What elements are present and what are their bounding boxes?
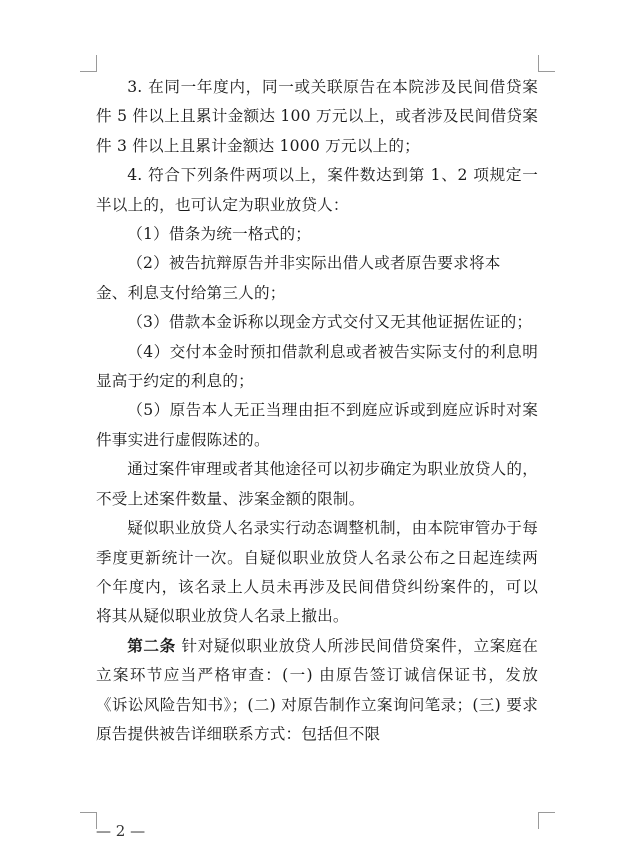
article-two-text: 针对疑似职业放贷人所涉民间借贷案件，立案庭在立案环节应当严格审查：(一) 由原告签订诚信保证书，发放《诉讼风险告知书》；(二) 对原告制作立案询问笔录；(三) 要求原告提供被告详细联系方式：包括但不限 <box>96 636 538 743</box>
crop-mark-top-right <box>538 55 555 72</box>
condition-3: （3）借款本金诉称以现金方式交付又无其他证据佐证的； <box>127 313 533 332</box>
crop-mark-top-left <box>80 55 97 72</box>
crop-mark-bottom-right <box>538 812 555 829</box>
paragraph-item-4: 4. 符合下列条件两项以上，案件数达到第 1、2 项规定一半以上的，也可认定为职业放贷人： <box>96 166 538 214</box>
condition-4: （4）交付本金时预扣借款利息或者被告实际支付的利息明显高于约定的利息的； <box>96 342 538 391</box>
crop-mark-bottom-left <box>80 812 97 829</box>
paragraph-item-3: 3. 在同一年度内，同一或关联原告在本院涉及民间借贷案件 5 件以上且累计金额达 100 万元以上，或者涉及民间借贷案件 3 件以上且累计金额达 1000 万元以上的； <box>96 78 538 155</box>
condition-5: （5）原告本人无正当理由拒不到庭应诉或到庭应诉时对案件事实进行虚假陈述的。 <box>96 401 538 449</box>
condition-2-part-b: 金、利息支付给第三人的； <box>96 283 286 302</box>
article-two <box>96 632 538 750</box>
condition-2-part-a: （2）被告抗辩原告并非实际出借人或者原告要求将本 <box>127 254 501 273</box>
paragraph-preliminary-determination: 通过案件审理或者其他途径可以初步确定为职业放贷人的，不受上述案件数量、涉案金额的限制。 <box>96 460 538 508</box>
article-two-heading: 第二条 <box>127 636 176 655</box>
page-number: — 2 — <box>96 822 146 840</box>
condition-1: （1）借条为统一格式的； <box>127 225 312 244</box>
paragraph-dynamic-adjustment: 疑似职业放贷人名录实行动态调整机制，由本院审管办于每季度更新统计一次。自疑似职业放贷人名录公布之日起连续两个年度内，该名录上人员未再涉及民间借贷纠纷案件的，可以将其从疑似职业放贷人名录上撤出。 <box>96 519 538 626</box>
document-body <box>96 73 538 749</box>
